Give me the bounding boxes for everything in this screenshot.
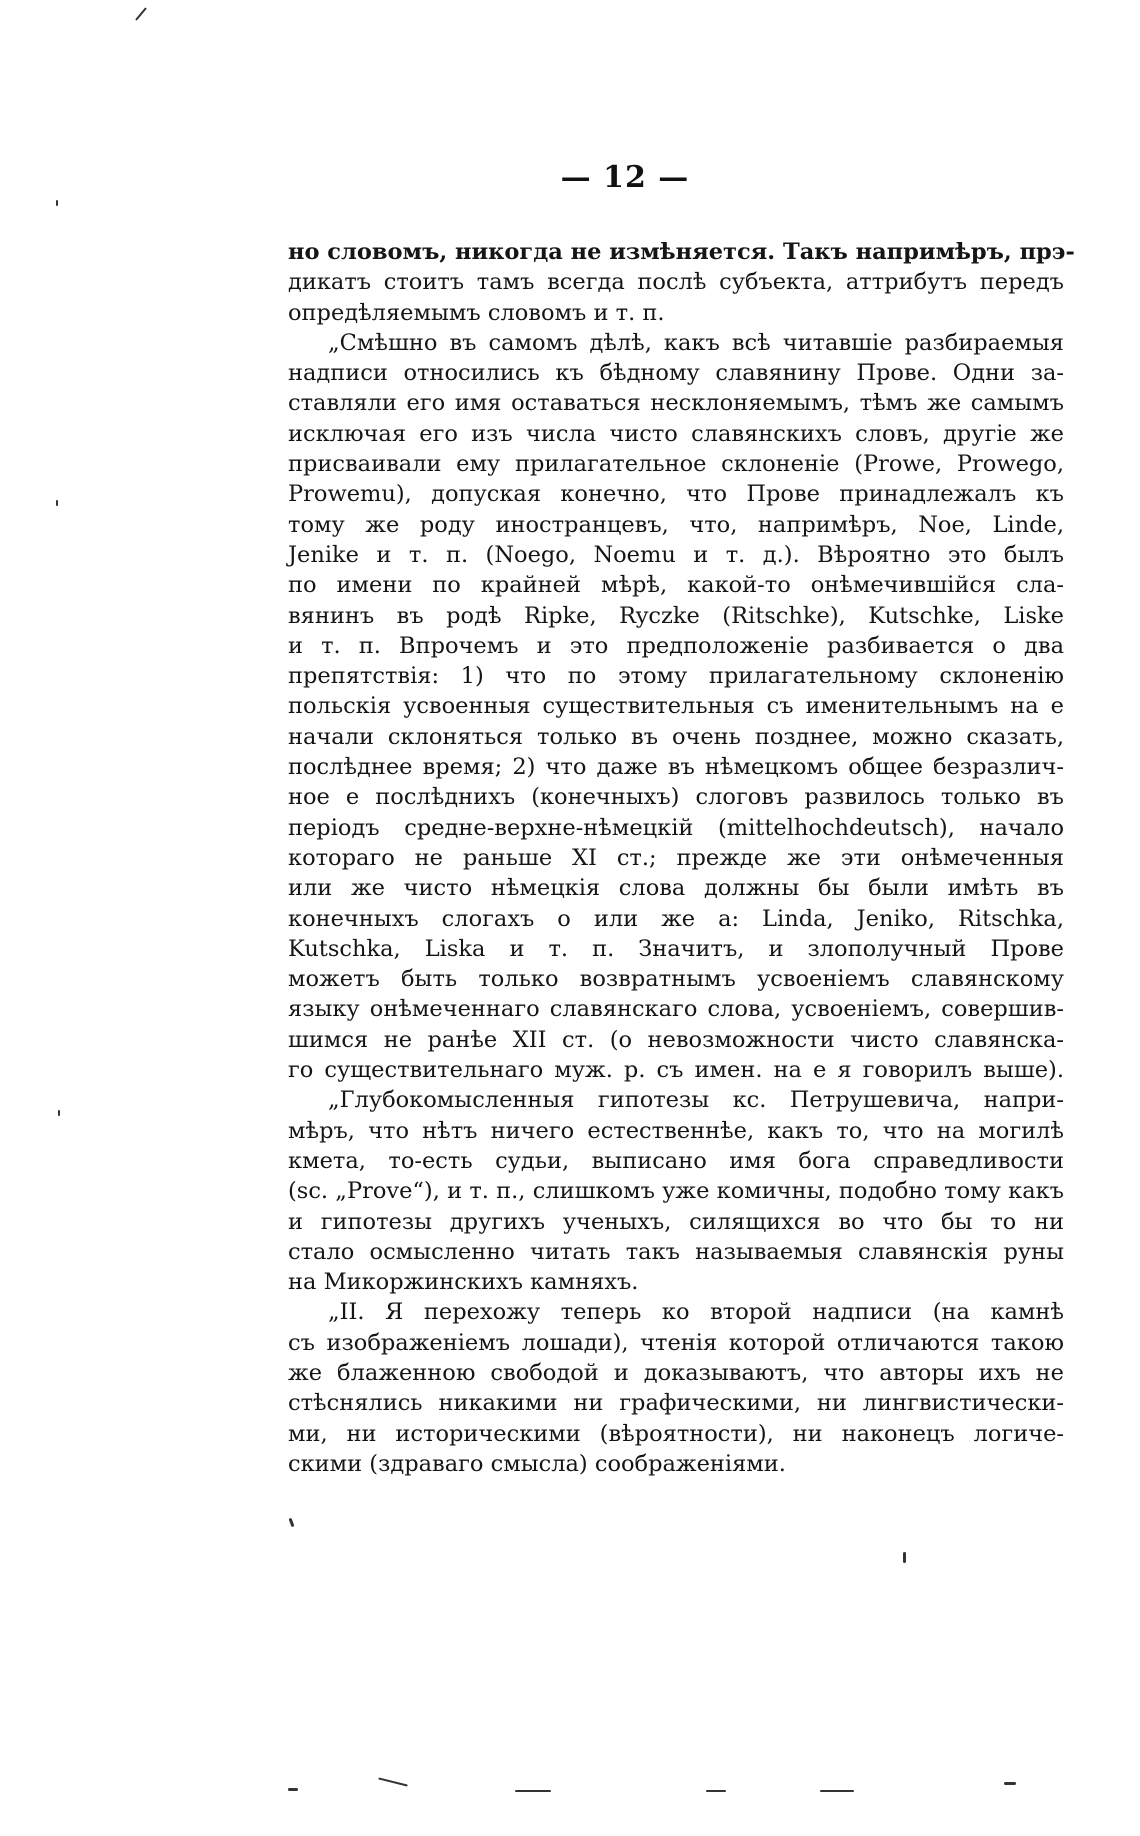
- scan-speck: [289, 1518, 295, 1527]
- text-line: дикатъ стоитъ тамъ всегда послѣ субъекта, аттрибутъ передъ: [288, 269, 1064, 296]
- scan-speck: [1004, 1782, 1016, 1785]
- text-line: или же чисто нѣмецкія слова должны бы были имѣть въ: [288, 875, 1064, 902]
- text-line: польскія усвоенныя существительныя съ именительнымъ на е: [288, 693, 1064, 720]
- text-line: вянинъ въ родѣ Ripke, Ryczke (Ritschke), Kutschke, Liske: [288, 602, 1064, 629]
- text-line: періодъ средне-верхне-нѣмецкій (mittelhochdeutsch), начало: [288, 814, 1064, 841]
- text-line: мѣръ, что нѣтъ ничего естественнѣе, какъ то, что на могилѣ: [288, 1117, 1064, 1144]
- text-line: ставляли его имя оставаться несклоняемымъ, тѣмъ же самымъ: [288, 390, 1064, 417]
- scan-speck: [135, 7, 147, 21]
- text-line: но словомъ, никогда не измѣняется. Такъ напримѣръ, прэ-: [288, 239, 1075, 265]
- text-line: и гипотезы другихъ ученыхъ, силящихся во что бы то ни: [288, 1208, 1064, 1235]
- scan-speck: [515, 1790, 551, 1792]
- text-line: начали склоняться только въ очень позднее, можно сказать,: [288, 723, 1064, 750]
- text-line: можетъ быть только возвратнымъ усвоеніемъ славянскому: [288, 966, 1064, 993]
- page-number: — 12 —: [560, 160, 690, 195]
- text-line: ное е послѣднихъ (конечныхъ) слоговъ развилось только въ: [288, 784, 1064, 811]
- text-line: котораго не раньше XI ст.; прежде же эти онѣмеченныя: [288, 844, 1064, 871]
- text-line: Prowemu), допуская конечно, что Прове принадлежалъ къ: [288, 481, 1064, 508]
- text-line: надписи относились къ бѣдному славянину Прове. Одни за-: [288, 360, 1064, 387]
- text-line: Jenike и т. п. (Noego, Noemu и т. д.). Вѣроятно это былъ: [288, 541, 1064, 568]
- text-line: ми, ни историческими (вѣроятности), ни наконецъ логиче-: [288, 1420, 1064, 1447]
- text-line: исключая его изъ числа чисто славянскихъ словъ, другіе же: [288, 420, 1064, 447]
- text-line: стѣснялись никакими ни графическими, ни лингвистически-: [288, 1390, 1064, 1417]
- text-line: го существительнаго муж. р. съ имен. на е я говорилъ выше).: [288, 1057, 1064, 1084]
- scan-speck: [56, 200, 58, 206]
- text-line: скими (здраваго смысла) соображеніями.: [288, 1450, 786, 1477]
- text-line: „Глубокомысленныя гипотезы кс. Петрушевича, напри-: [328, 1087, 1064, 1114]
- text-line: на Микоржинскихъ камняхъ.: [288, 1269, 639, 1296]
- text-line: присваивали ему прилагательное склоненіе (Prowe, Prowego,: [288, 451, 1064, 478]
- scan-speck: [378, 1777, 408, 1786]
- scan-speck: [288, 1788, 298, 1791]
- text-line: опредѣляемымъ словомъ и т. п.: [288, 299, 665, 326]
- text-line: „II. Я перехожу теперь ко второй надписи (на камнѣ: [328, 1299, 1064, 1326]
- text-line: стало осмысленно читать такъ называемыя славянскія руны: [288, 1238, 1064, 1265]
- scan-speck: [820, 1790, 854, 1792]
- scan-speck: [56, 500, 58, 506]
- text-line: съ изображеніемъ лошади), чтенія которой отличаются такою: [288, 1329, 1064, 1356]
- text-line: языку онѣмеченнаго славянскаго слова, усвоеніемъ, совершив-: [288, 996, 1064, 1023]
- text-line: шимся не ранѣе XII ст. (о невозможности чисто славянска-: [288, 1026, 1064, 1053]
- text-line: Kutschka, Liska и т. п. Значитъ, и злополучный Прове: [288, 935, 1064, 962]
- text-line: по имени по крайней мѣрѣ, какой-то онѣмечившійся сла-: [288, 572, 1064, 599]
- scan-speck: [58, 1110, 60, 1116]
- scan-speck: [903, 1552, 906, 1563]
- text-line: препятствія: 1) что по этому прилагательному склоненію: [288, 663, 1064, 690]
- text-line: кмета, то-есть судьи, выписано имя бога справедливости: [288, 1147, 1064, 1174]
- text-line: (sc. „Prove“), и т. п., слишкомъ уже комичны, подобно тому какъ: [288, 1178, 1064, 1205]
- text-line: и т. п. Впрочемъ и это предположеніе разбивается о два: [288, 632, 1064, 659]
- text-line: „Смѣшно въ самомъ дѣлѣ, какъ всѣ читавшіе разбираемыя: [328, 329, 1064, 356]
- scan-speck: [706, 1790, 726, 1792]
- text-line: тому же роду иностранцевъ, что, напримѣръ, Noe, Linde,: [288, 511, 1064, 538]
- text-line: конечныхъ слогахъ о или же а: Linda, Jeniko, Ritschka,: [288, 905, 1064, 932]
- body-text: [288, 237, 1075, 1479]
- text-line: послѣднее время; 2) что даже въ нѣмецкомъ общее безразлич-: [288, 754, 1064, 781]
- text-line: же блаженною свободой и доказываютъ, что авторы ихъ не: [288, 1359, 1064, 1386]
